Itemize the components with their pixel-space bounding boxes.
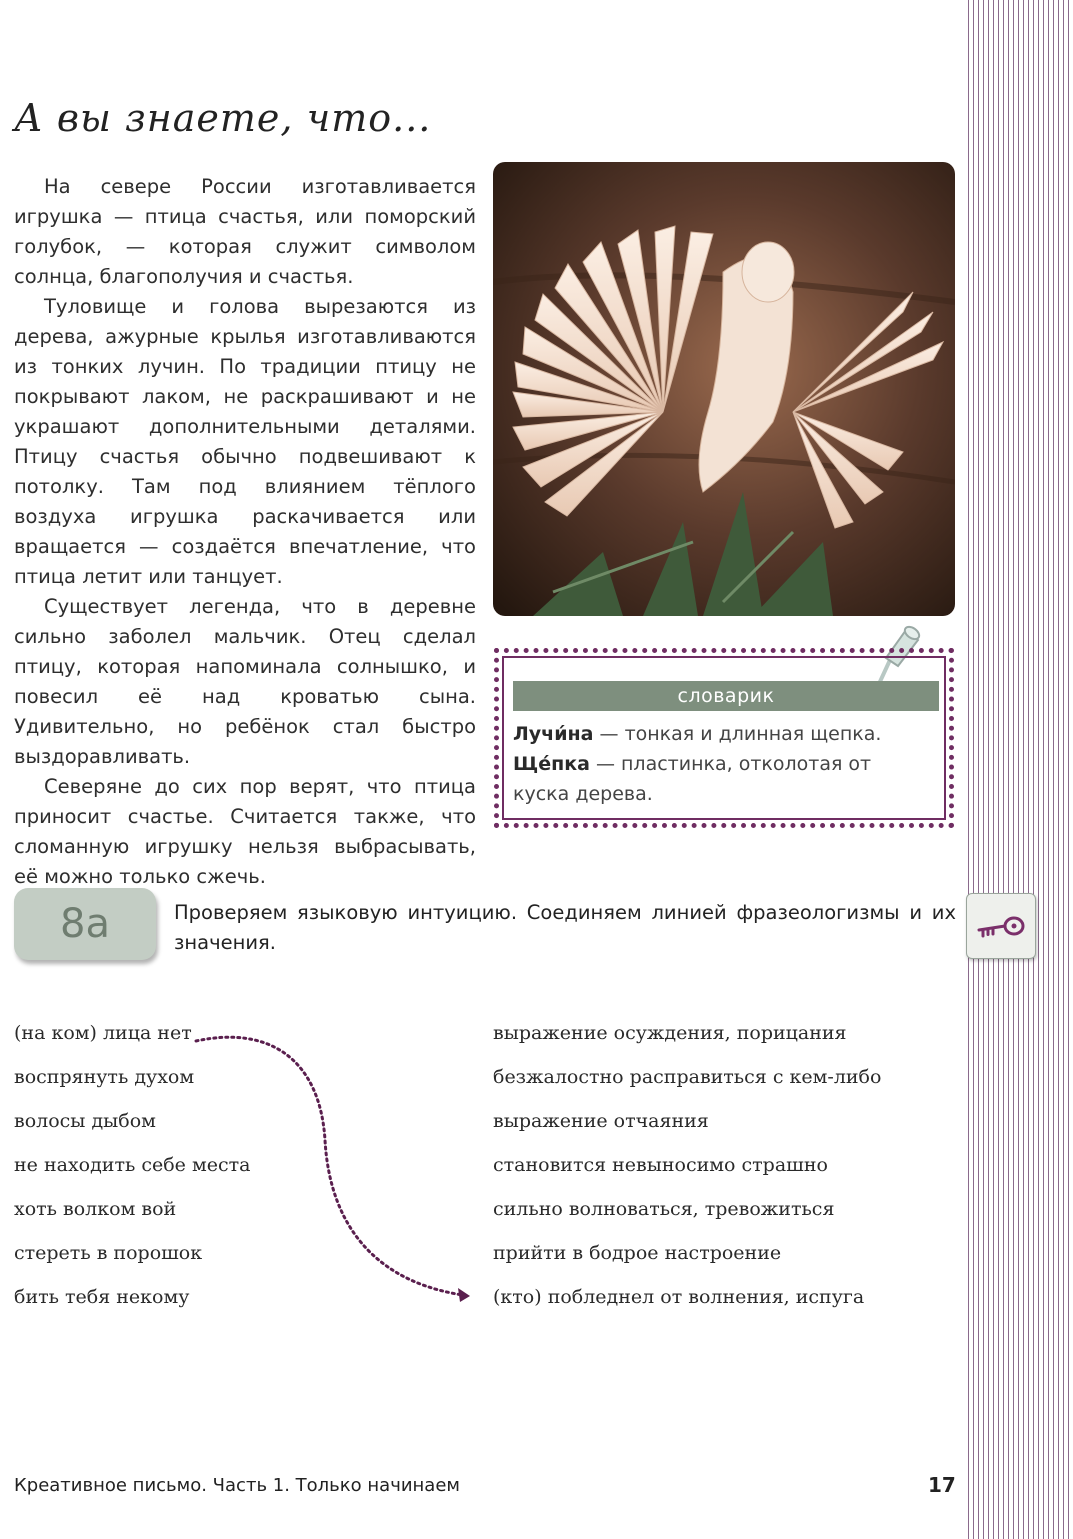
meaning-item[interactable]: безжалостно расправиться с кем-либо <box>493 1066 882 1088</box>
task-number-badge <box>14 888 156 960</box>
vocabulary-term: Лучи́на <box>513 723 594 745</box>
idiom-item[interactable]: не находить себе места <box>14 1154 251 1176</box>
idiom-item[interactable]: волосы дыбом <box>14 1110 156 1132</box>
idiom-item[interactable]: воспрянуть духом <box>14 1066 195 1088</box>
vocabulary-term: Ще́пка <box>513 753 590 775</box>
idioms-column <box>14 1018 250 1326</box>
article-paragraph: Туловище и голова вырезаются из дерева, ажурные крылья изготавливаются из тонких лучин. По традиции птицу не покрывают лаком, не раскрашивают и не украшают дополнительными деталями. Птицу счастья обычно подвешивают к потолку. Там под влиянием тёплого воздуха игрушка раскачивается или вращается — создаётся впечатление, что птица летит или танцует. <box>14 295 476 588</box>
page-number: 17 <box>928 1473 956 1497</box>
meaning-item[interactable]: выражение отчаяния <box>493 1110 709 1132</box>
article-paragraph: Северяне до сих пор верят, что птица приносит счастье. Считается также, что сломанную игрушку нельзя выбрасывать, её можно только сжечь. <box>14 775 476 888</box>
footer-book-title: Креативное письмо. Часть 1. Только начинаем <box>14 1475 460 1496</box>
meaning-item[interactable]: становится невыносимо страшно <box>493 1154 828 1176</box>
meanings-column <box>493 1018 881 1326</box>
article-paragraph: На севере России изготавливается игрушка — птица счастья, или поморский голубок, — которая служит символом солнца, благополучия и счастья. <box>14 175 476 288</box>
section-heading: А вы знаете, что... <box>14 96 432 140</box>
vocabulary-entry <box>513 719 923 749</box>
vocabulary-entry <box>513 749 923 809</box>
decorative-stripes <box>964 0 1073 1539</box>
article-paragraph: Существует легенда, что в деревне сильно заболел мальчик. Отец сделал птицу, которая напоминала солнышко, и повесил её над кроватью сына. Удивительно, но ребёнок стал быстро выздоравливать. <box>14 595 476 768</box>
vocabulary-definition: — пластинка, отколотая от куска дерева. <box>513 753 872 805</box>
vocabulary-box <box>494 648 954 828</box>
key-icon <box>973 906 1029 946</box>
idiom-item[interactable]: хоть волком вой <box>14 1198 177 1220</box>
meaning-item[interactable]: выражение осуждения, порицания <box>493 1022 847 1044</box>
vocabulary-entries <box>513 719 923 809</box>
idiom-item[interactable]: стереть в порошок <box>14 1242 203 1264</box>
idiom-item[interactable]: (на ком) лица нет <box>14 1022 192 1044</box>
bird-of-happiness-photo <box>493 162 955 616</box>
idiom-item[interactable]: бить тебя некому <box>14 1286 190 1308</box>
task-instruction: Проверяем языковую интуицию. Соединяем линией фразеологизмы и их значения. <box>174 901 956 954</box>
meaning-item[interactable]: прийти в бодрое настроение <box>493 1242 782 1264</box>
article-text <box>14 172 476 892</box>
vocabulary-definition: — тонкая и длинная щепка. <box>593 723 882 745</box>
answer-key-tab[interactable] <box>966 893 1036 959</box>
meaning-item[interactable]: (кто) побледнел от волнения, испуга <box>493 1286 865 1308</box>
vocabulary-title: словарик <box>513 681 939 711</box>
task-number: 8а <box>60 901 110 947</box>
meaning-item[interactable]: сильно волноваться, тревожиться <box>493 1198 835 1220</box>
